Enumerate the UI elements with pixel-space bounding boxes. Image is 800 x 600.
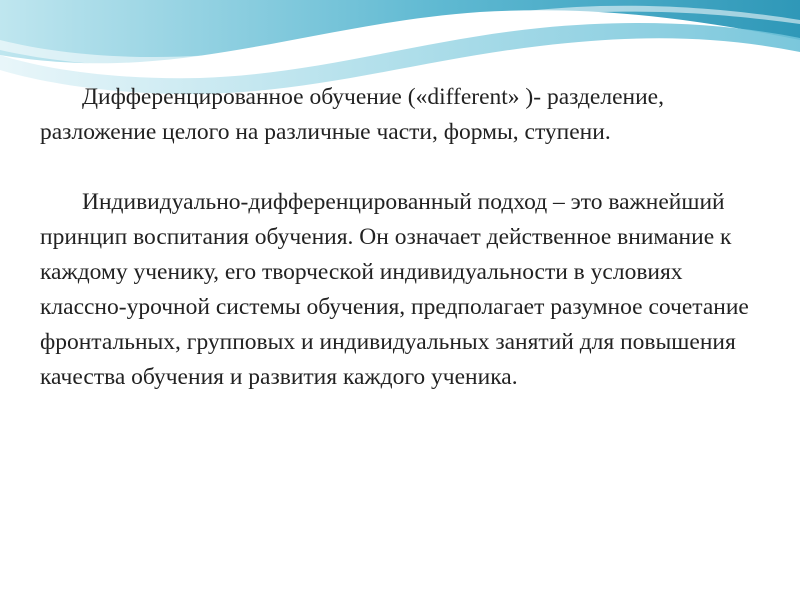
slide-body — [40, 80, 760, 395]
paragraph-spacer — [40, 150, 760, 185]
paragraph-approach: Индивидуально-дифференцированный подход – это важнейший принцип воспитания обучения. Он означает действенное внимание к каждому ученику, его творческой индивидуальности в условиях классно-урочной системы обучения, предполагает разумное сочетание фронтальных, групповых и индивидуальных занятий для повышения качества обучения и развития каждого ученика. — [40, 189, 749, 390]
paragraph-definition: Дифференцированное обучение («different» )- разделение, разложение целого на различные части, формы, ступени. — [40, 84, 664, 145]
